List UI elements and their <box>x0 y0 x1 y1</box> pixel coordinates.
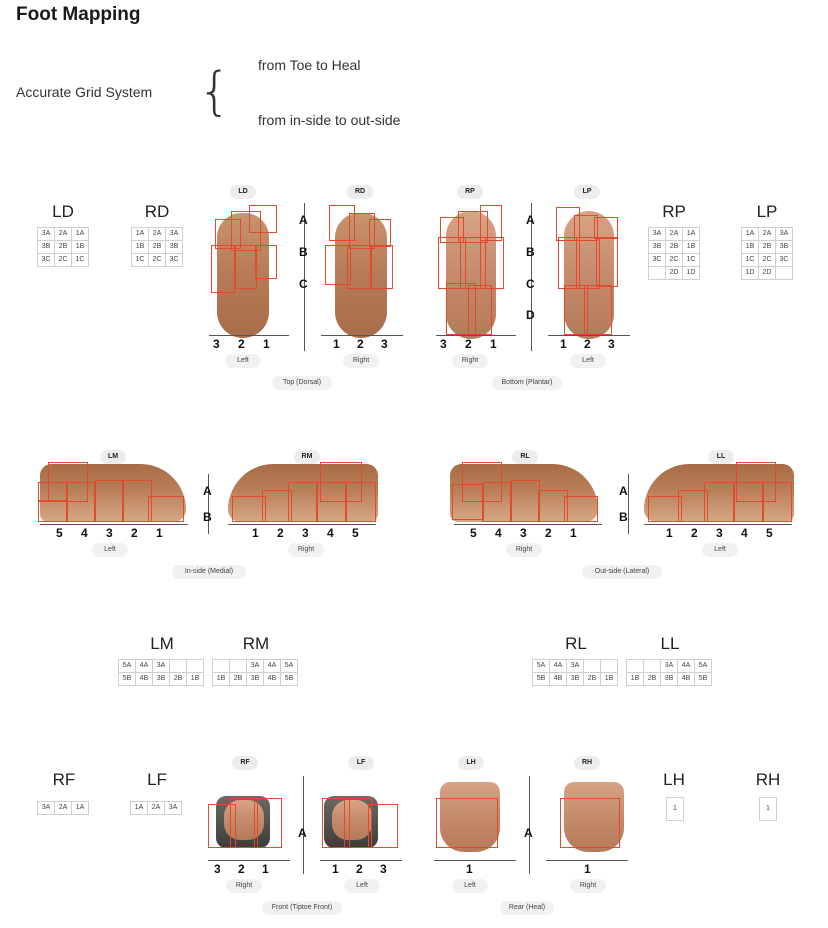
grid-row <box>213 673 298 686</box>
table-title-lh: LH <box>663 770 685 789</box>
grid-cell: 1A <box>72 228 89 241</box>
grid-cell: 2B <box>644 673 661 686</box>
grid-cell: 1C <box>72 254 89 267</box>
column-number: 3 <box>214 862 221 876</box>
grid-cell: 2B <box>170 673 187 686</box>
side-label: Right <box>452 354 488 368</box>
column-number: 1 <box>466 862 473 876</box>
row-letter: B <box>526 245 535 259</box>
grid-cell <box>584 660 601 673</box>
grid-cell: 5B <box>119 673 136 686</box>
grid-cell: 3B <box>166 241 183 254</box>
brace-symbol: { <box>198 62 232 122</box>
grid-cell: 2B <box>759 241 776 254</box>
grid-row <box>38 254 89 267</box>
grid-cell: 5A <box>533 660 550 673</box>
side-label: Right <box>506 543 542 557</box>
row-letter: C <box>299 277 308 291</box>
column-number: 1 <box>560 337 567 351</box>
rear-divider <box>529 776 530 874</box>
tag-ld: LD <box>230 185 256 199</box>
front-view <box>204 756 404 896</box>
grid-cell: 2A <box>149 228 166 241</box>
row-letter: D <box>526 308 535 322</box>
tag-rf: RF <box>232 756 258 770</box>
grid-cell: 4B <box>136 673 153 686</box>
lateral-view <box>444 450 804 560</box>
row-letter: A <box>299 213 308 227</box>
row-letter: A <box>619 484 628 498</box>
grid-cell: 1B <box>683 241 700 254</box>
grid-cell <box>187 660 204 673</box>
grid-table-ld <box>37 227 89 267</box>
caption-medial: In-side (Medial) <box>172 565 246 579</box>
caption-rear: Rear (Heal) <box>500 901 554 915</box>
column-number: 1 <box>156 526 163 540</box>
side-label: Right <box>343 354 379 368</box>
grid-cell: 1B <box>601 673 618 686</box>
grid-cell: 3A <box>165 802 182 815</box>
grid-cell: 2A <box>148 802 165 815</box>
table-title-ll: LL <box>660 634 680 653</box>
grid-line-toe-to-heal: from Toe to Heal <box>258 57 361 73</box>
grid-table-rh <box>759 797 777 821</box>
grid-table-lm <box>118 659 204 686</box>
grid-cell: 1A <box>742 228 759 241</box>
grid-cell: 3C <box>38 254 55 267</box>
caption-lateral: Out-side (Lateral) <box>582 565 662 579</box>
grid-cell <box>644 660 661 673</box>
column-number: 4 <box>741 526 748 540</box>
grid-cell: 2D <box>759 267 776 280</box>
medial-divider <box>208 474 209 534</box>
grid-cell: 2B <box>666 241 683 254</box>
column-number: 1 <box>262 862 269 876</box>
tag-rd: RD <box>347 185 373 199</box>
grid-cell: 1B <box>72 241 89 254</box>
grid-row <box>119 660 204 673</box>
grid-cell: 1D <box>742 267 759 280</box>
grid-row <box>132 254 183 267</box>
grid-row <box>627 660 712 673</box>
column-number: 4 <box>495 526 502 540</box>
grid-table-rp <box>648 227 700 280</box>
grid-row <box>132 241 183 254</box>
caption-plantar: Bottom (Plantar) <box>492 376 562 390</box>
tag-lf: LF <box>348 756 374 770</box>
column-number: 3 <box>380 862 387 876</box>
grid-cell <box>170 660 187 673</box>
grid-table-ll <box>626 659 712 686</box>
grid-cell: 3A <box>661 660 678 673</box>
grid-cell: 4A <box>264 660 281 673</box>
column-number: 3 <box>520 526 527 540</box>
grid-cell: 2B <box>149 241 166 254</box>
column-number: 1 <box>263 337 270 351</box>
grid-cell: 2A <box>666 228 683 241</box>
table-title-lf: LF <box>147 770 167 789</box>
tag-rm: RM <box>294 450 320 464</box>
tag-rp: RP <box>457 185 483 199</box>
grid-cell: 2B <box>230 673 247 686</box>
grid-table-rf <box>37 801 89 815</box>
grid-cell: 1B <box>213 673 230 686</box>
grid-table-rm <box>212 659 298 686</box>
side-label: Right <box>226 879 262 893</box>
column-number: 3 <box>440 337 447 351</box>
grid-row <box>38 802 89 815</box>
grid-row <box>667 798 684 821</box>
table-title-rf: RF <box>52 770 76 789</box>
grid-cell: 5B <box>281 673 298 686</box>
column-number: 1 <box>252 526 259 540</box>
column-number: 4 <box>327 526 334 540</box>
column-number: 1 <box>570 526 577 540</box>
column-number: 3 <box>608 337 615 351</box>
tag-rh: RH <box>574 756 600 770</box>
grid-row <box>649 254 700 267</box>
grid-row <box>742 267 793 280</box>
grid-row <box>627 673 712 686</box>
column-number: 2 <box>584 337 591 351</box>
grid-cell: 5A <box>119 660 136 673</box>
row-letter: B <box>299 245 308 259</box>
lateral-divider <box>628 474 629 534</box>
grid-cell: 3B <box>567 673 584 686</box>
grid-row <box>742 228 793 241</box>
column-number: 2 <box>691 526 698 540</box>
grid-cell: 2A <box>55 228 72 241</box>
grid-row <box>132 228 183 241</box>
grid-cell: 3A <box>166 228 183 241</box>
grid-cell: 1A <box>131 802 148 815</box>
row-letter: A <box>526 213 535 227</box>
grid-cell: 2A <box>759 228 776 241</box>
plantar-view <box>432 185 632 395</box>
side-label: Left <box>92 543 128 557</box>
grid-cell: 1C <box>742 254 759 267</box>
grid-cell: 1A <box>683 228 700 241</box>
grid-cell: 1 <box>667 798 684 821</box>
tag-rl: RL <box>512 450 538 464</box>
grid-table-lf <box>130 801 182 815</box>
table-title-rm: RM <box>242 634 270 653</box>
grid-cell: 3B <box>247 673 264 686</box>
tag-lm: LM <box>100 450 126 464</box>
grid-cell: 3A <box>776 228 793 241</box>
grid-cell: 5B <box>533 673 550 686</box>
grid-cell: 3B <box>153 673 170 686</box>
column-number: 3 <box>381 337 388 351</box>
side-label: Right <box>570 879 606 893</box>
grid-cell <box>627 660 644 673</box>
side-label: Left <box>570 354 606 368</box>
grid-row <box>742 241 793 254</box>
table-title-rh: RH <box>755 770 781 789</box>
grid-cell: 5B <box>695 673 712 686</box>
column-number: 2 <box>356 862 363 876</box>
column-number: 3 <box>716 526 723 540</box>
grid-table-lh <box>666 797 684 821</box>
grid-cell: 3A <box>247 660 264 673</box>
grid-cell: 1 <box>760 798 777 821</box>
column-number: 1 <box>333 337 340 351</box>
row-letter: A <box>298 826 307 840</box>
grid-line-inside-to-outside: from in-side to out-side <box>258 112 401 128</box>
grid-cell: 2D <box>666 267 683 280</box>
dorsal-view <box>205 185 405 395</box>
grid-cell: 1B <box>132 241 149 254</box>
grid-cell: 1A <box>132 228 149 241</box>
grid-row <box>533 673 618 686</box>
grid-cell: 3C <box>166 254 183 267</box>
grid-row <box>131 802 182 815</box>
grid-row <box>742 254 793 267</box>
row-letter: A <box>524 826 533 840</box>
grid-cell <box>776 267 793 280</box>
table-title-lp: LP <box>756 202 778 221</box>
table-title-lm: LM <box>150 634 174 653</box>
column-number: 5 <box>470 526 477 540</box>
grid-cell: 3A <box>38 228 55 241</box>
row-letter: C <box>526 277 535 291</box>
grid-cell: 2B <box>55 241 72 254</box>
grid-cell: 2C <box>149 254 166 267</box>
grid-cell: 1B <box>742 241 759 254</box>
grid-row <box>38 241 89 254</box>
column-number: 2 <box>238 337 245 351</box>
grid-cell: 4B <box>678 673 695 686</box>
column-number: 1 <box>490 337 497 351</box>
table-title-rp: RP <box>662 202 686 221</box>
grid-cell: 1C <box>683 254 700 267</box>
grid-cell: 3B <box>38 241 55 254</box>
grid-cell: 3C <box>649 254 666 267</box>
table-title-ld: LD <box>52 202 74 221</box>
row-letter: B <box>203 510 212 524</box>
column-number: 2 <box>238 862 245 876</box>
grid-cell: 4A <box>678 660 695 673</box>
column-number: 5 <box>352 526 359 540</box>
front-divider <box>303 776 304 874</box>
grid-cell: 3A <box>153 660 170 673</box>
caption-dorsal: Top (Dorsal) <box>272 376 332 390</box>
grid-cell <box>601 660 618 673</box>
grid-row <box>533 660 618 673</box>
grid-cell: 3B <box>661 673 678 686</box>
grid-row <box>649 241 700 254</box>
grid-cell: 4A <box>136 660 153 673</box>
table-title-rd: RD <box>144 202 170 221</box>
column-number: 5 <box>766 526 773 540</box>
table-title-rl: RL <box>565 634 587 653</box>
grid-system-label: Accurate Grid System <box>16 84 153 100</box>
grid-cell: 4B <box>264 673 281 686</box>
grid-cell <box>213 660 230 673</box>
grid-cell: 3B <box>776 241 793 254</box>
column-number: 1 <box>666 526 673 540</box>
row-letter: B <box>619 510 628 524</box>
grid-cell: 1B <box>627 673 644 686</box>
tag-ll: LL <box>708 450 734 464</box>
rear-view <box>430 756 630 896</box>
grid-row <box>649 267 700 280</box>
side-label: Left <box>225 354 261 368</box>
grid-table-lp <box>741 227 793 280</box>
column-number: 3 <box>106 526 113 540</box>
side-label: Left <box>452 879 488 893</box>
side-label: Left <box>344 879 380 893</box>
column-number: 3 <box>213 337 220 351</box>
tag-lh: LH <box>458 756 484 770</box>
grid-cell: 1A <box>72 802 89 815</box>
column-number: 4 <box>81 526 88 540</box>
grid-cell: 3A <box>38 802 55 815</box>
tag-lp: LP <box>574 185 600 199</box>
grid-row <box>760 798 777 821</box>
grid-cell: 1B <box>187 673 204 686</box>
grid-cell: 5A <box>695 660 712 673</box>
grid-cell: 2C <box>55 254 72 267</box>
grid-row <box>649 228 700 241</box>
grid-cell: 4B <box>550 673 567 686</box>
grid-cell: 2A <box>55 802 72 815</box>
grid-cell: 1C <box>132 254 149 267</box>
grid-cell: 1D <box>683 267 700 280</box>
column-number: 2 <box>545 526 552 540</box>
column-number: 2 <box>131 526 138 540</box>
grid-cell: 2C <box>759 254 776 267</box>
grid-cell: 2B <box>584 673 601 686</box>
grid-row <box>213 660 298 673</box>
grid-cell: 3B <box>649 241 666 254</box>
grid-row <box>119 673 204 686</box>
grid-cell: 3C <box>776 254 793 267</box>
page-title: Foot Mapping <box>16 4 141 25</box>
grid-row <box>38 228 89 241</box>
caption-front: Front (Tiptoe Front) <box>262 901 342 915</box>
column-number: 2 <box>357 337 364 351</box>
row-letter: A <box>203 484 212 498</box>
medial-view <box>36 450 396 560</box>
column-number: 5 <box>56 526 63 540</box>
grid-cell: 4A <box>550 660 567 673</box>
grid-table-rl <box>532 659 618 686</box>
grid-cell: 3A <box>649 228 666 241</box>
side-label: Right <box>288 543 324 557</box>
column-number: 2 <box>277 526 284 540</box>
grid-cell <box>649 267 666 280</box>
column-number: 1 <box>332 862 339 876</box>
column-number: 2 <box>465 337 472 351</box>
grid-cell <box>230 660 247 673</box>
grid-table-rd <box>131 227 183 267</box>
column-number: 3 <box>302 526 309 540</box>
column-number: 1 <box>584 862 591 876</box>
side-label: Left <box>702 543 738 557</box>
grid-cell: 5A <box>281 660 298 673</box>
grid-cell: 2C <box>666 254 683 267</box>
grid-cell: 3A <box>567 660 584 673</box>
